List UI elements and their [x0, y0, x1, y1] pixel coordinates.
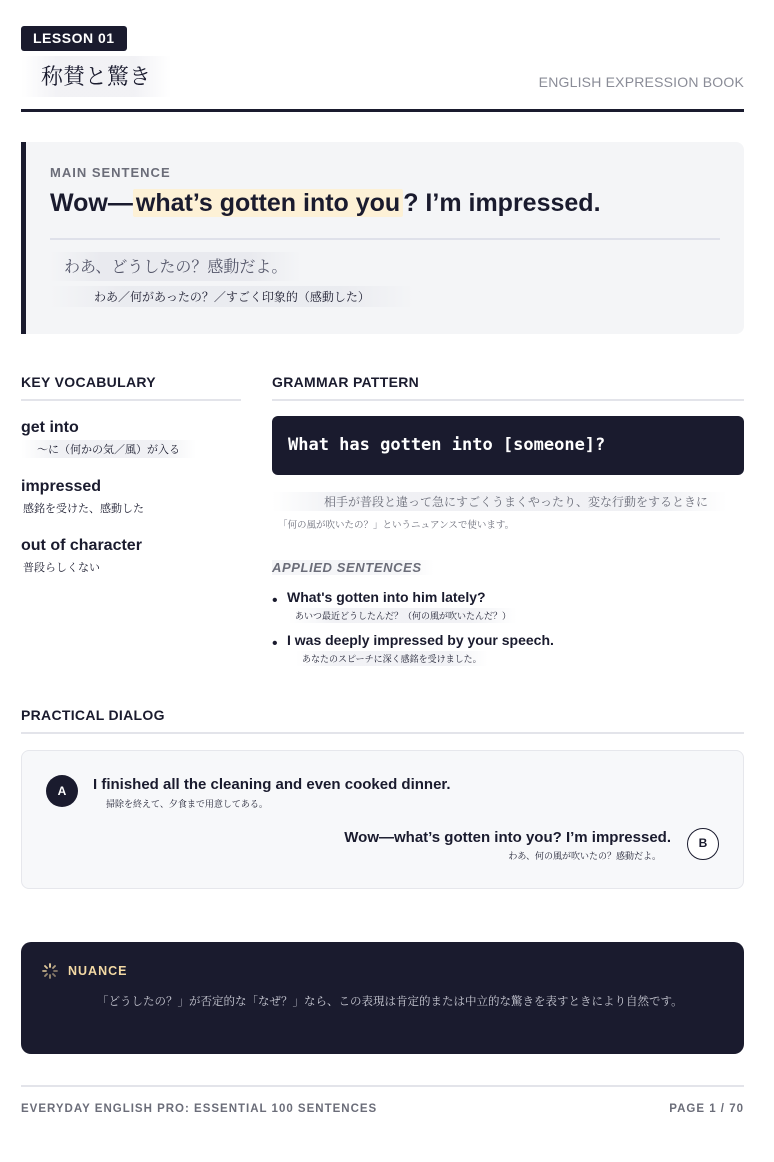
applied-sentence-ja: あなたのスピーチに深く感銘を受けました。 — [296, 651, 488, 666]
vocab-item — [21, 419, 196, 458]
vocab-item — [21, 537, 142, 576]
main-sentence — [50, 189, 601, 218]
page-header — [21, 26, 744, 112]
applied-sentences-heading: APPLIED SENTENCES — [272, 560, 434, 575]
vocab-meaning: 〜に（何かの気／風）が入る — [21, 440, 196, 458]
grammar-heading: GRAMMAR PATTERN — [272, 374, 744, 401]
vocab-item — [21, 478, 160, 517]
dialog-line-a: I finished all the cleaning and even cooked dinner. — [93, 776, 451, 793]
main-sentence-label: MAIN SENTENCE — [50, 165, 171, 180]
dialog-line-b-translation: わあ、何の風が吹いたの？感動だよ。 — [508, 852, 661, 862]
grammar-note: 相手が普段と違って急にすごくうまくやったり、変な行動をするときに — [272, 492, 727, 511]
dialog-card — [21, 750, 744, 889]
main-sentence-end: ? I’m impressed. — [403, 189, 601, 217]
nuance-heading: NUANCE — [68, 964, 128, 978]
nuance-body: 「どうしたの？」が否定的な「なぜ？」なら、この表現は肯定的または中立的な驚きを表すときにより自然です。 — [97, 994, 683, 1008]
book-name: ENGLISH EXPRESSION BOOK — [538, 74, 744, 90]
main-divider — [50, 238, 720, 240]
lesson-title: 称賛と驚き — [21, 56, 171, 97]
vocab-meaning: 感銘を受けた、感動した — [23, 502, 144, 515]
grammar-note-continued: 「何の風が吹いたの？」というニュアンスで使います。 — [278, 520, 515, 531]
speaker-b-avatar: B — [687, 828, 719, 860]
sparkle-spinner-icon — [42, 963, 58, 979]
main-sentence-highlight: what’s gotten into you — [133, 189, 403, 217]
dialog-line-a-translation: 掃除を終えて、夕食まで用意してある。 — [106, 800, 268, 810]
dialog-line-b: Wow—what’s gotten into you? I’m impressed. — [344, 829, 671, 846]
applied-sentence-en: What's gotten into him lately? — [287, 589, 486, 605]
main-sentence-card — [21, 142, 744, 334]
bullet-icon: • — [272, 592, 278, 609]
main-translation: わあ、どうしたの？感動だよ。 — [50, 252, 301, 281]
applied-sentence-en: I was deeply impressed by your speech. — [287, 632, 554, 648]
lesson-badge: LESSON 01 — [21, 26, 127, 51]
vocabulary-heading: KEY VOCABULARY — [21, 374, 241, 401]
main-translation-literal: わあ／何があったの？／すごく印象的（感動した） — [50, 286, 414, 307]
bullet-icon: • — [272, 635, 278, 652]
footer-divider — [21, 1085, 744, 1087]
main-sentence-start: Wow— — [50, 189, 133, 217]
vocab-term: impressed — [21, 478, 102, 495]
nuance-card — [21, 942, 744, 1054]
applied-sentence-ja: あいつ最近どうしたんだ？（何の風が吹いたんだ？） — [289, 608, 517, 623]
footer-book-title: EVERYDAY ENGLISH PRO: ESSENTIAL 100 SENTENCES — [21, 1103, 378, 1115]
dialog-heading: PRACTICAL DIALOG — [21, 707, 744, 734]
vocab-meaning: 普段らしくない — [23, 561, 100, 574]
page-number: PAGE 1 / 70 — [669, 1103, 744, 1115]
grammar-pattern: What has gotten into [someone]? — [272, 416, 744, 475]
vocab-term: get into — [21, 419, 79, 436]
vocab-term: out of character — [21, 537, 142, 554]
speaker-a-avatar: A — [46, 775, 78, 807]
